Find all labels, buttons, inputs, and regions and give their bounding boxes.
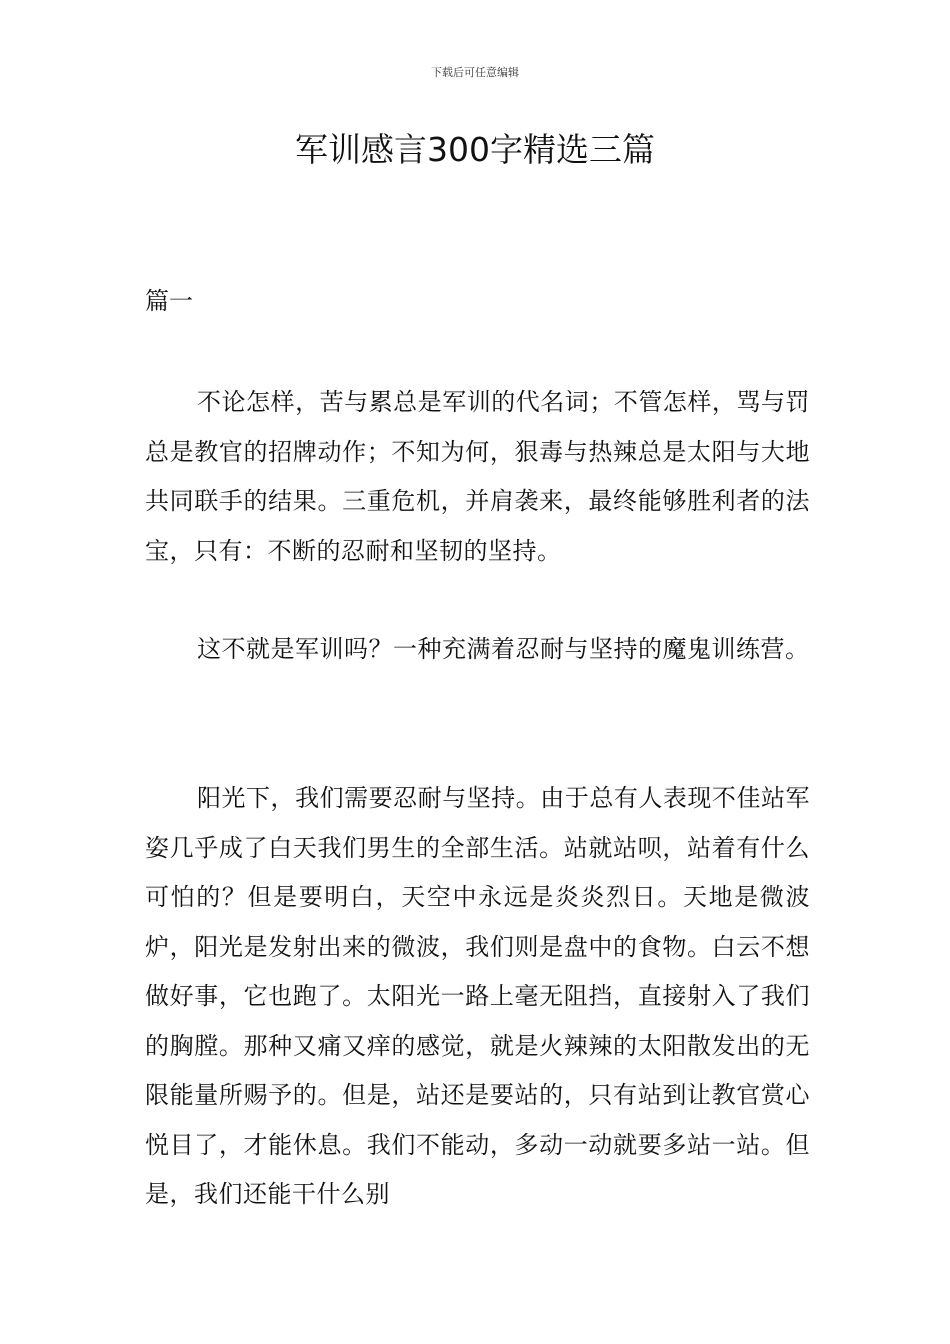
paragraph-2: 这不就是军训吗？一种充满着忍耐与坚持的魔鬼训练营。 bbox=[197, 635, 810, 663]
paragraph-1: 不论怎样，苦与累总是军训的代名词；不管怎样，骂与罚总是教官的招牌动作；不知为何，狠毒与热辣总是太阳与大地共同联手的结果。三重危机，并肩袭来，最终能够胜利者的法宝，只有：不断的忍耐和坚韧的坚持。 bbox=[145, 388, 810, 565]
paragraph-3: 阳光下，我们需要忍耐与坚持。由于总有人表现不佳站军姿几乎成了白天我们男生的全部生活。站就站呗，站着有什么可怕的？但是要明白，天空中永远是炎炎烈日。天地是微波炉，阳光是发射出来的微波，我们则是盘中的食物。白云不想做好事，它也跑了。太阳光一路上毫无阻挡，直接射入了我们的胸膛。那种又痛又痒的感觉，就是火辣辣的太阳散发出的无限能量所赐予的。但是，站还是要站的，只有站到让教官赏心悦目了，才能休息。我们不能动，多动一动就要多站一站。但是，我们还能干什么别 bbox=[145, 784, 810, 1208]
header-note: 下载后可任意编辑 bbox=[431, 66, 519, 79]
section-heading: 篇一 bbox=[145, 287, 193, 315]
document-title: 军训感言300字精选三篇 bbox=[295, 130, 655, 169]
